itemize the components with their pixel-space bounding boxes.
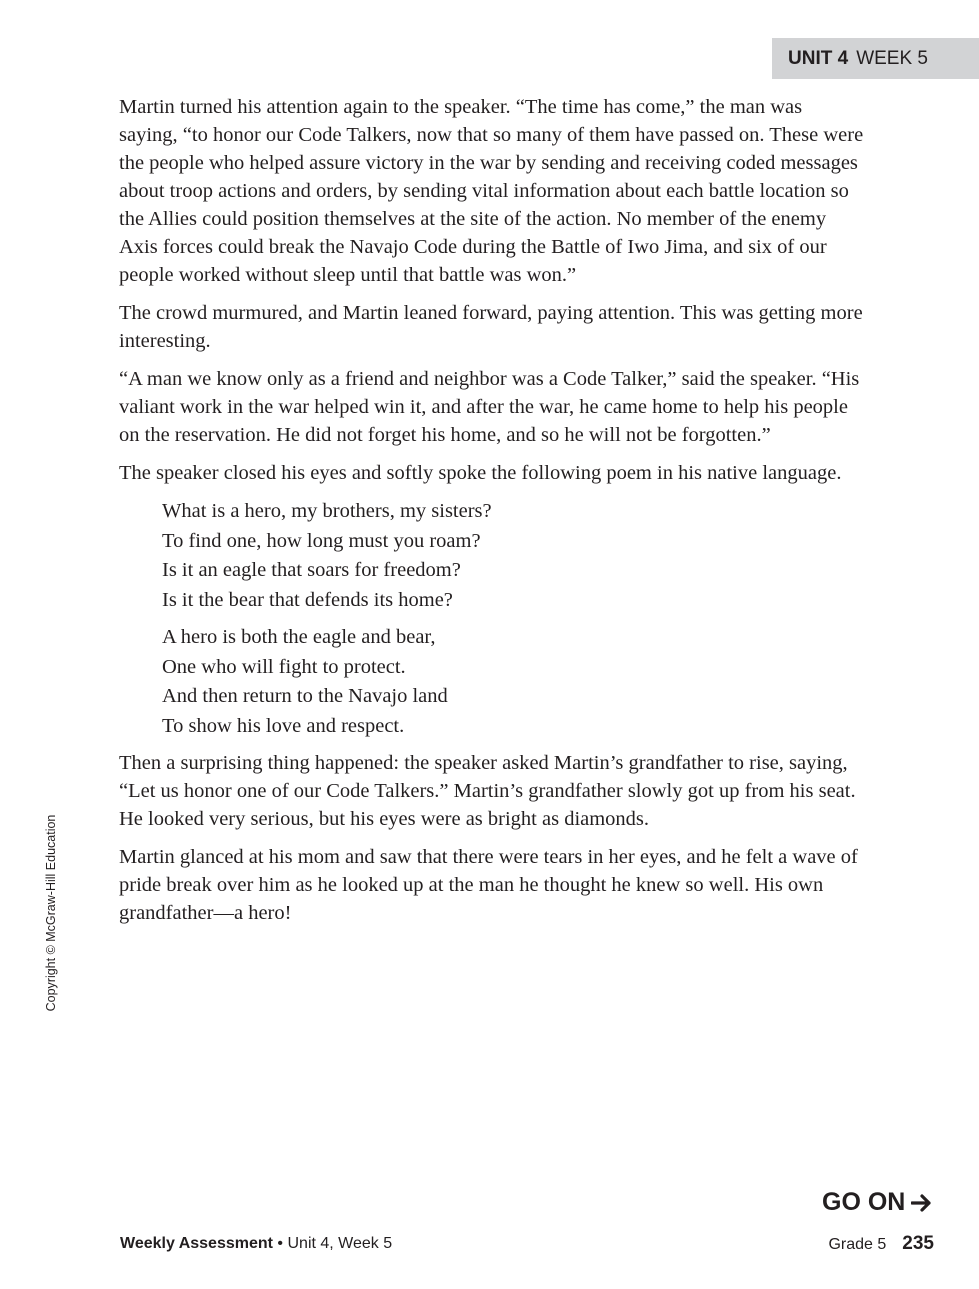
story-paragraph: Then a surprising thing happened: the speaker asked Martin’s grandfather to rise, saying, “Let us honor one of our Code Talkers.” Martin’s grandfather slowly got up from his seat. He looked very serious, but his eyes were as bright as diamonds. — [119, 752, 856, 830]
poem-line: To show his love and respect. — [162, 714, 405, 737]
footer-separator: • — [272, 1235, 288, 1252]
unit-week-tab — [772, 38, 979, 79]
unit-week-text: Unit 4, Week 5 — [287, 1235, 393, 1252]
footer-page-info — [828, 1233, 934, 1255]
unit-label: UNIT 4 — [788, 47, 849, 69]
poem-line: One who will fight to protect. — [162, 655, 406, 678]
poem-stanza-1 — [162, 497, 864, 615]
poem-line: What is a hero, my brothers, my sisters? — [162, 500, 492, 522]
page-number: 235 — [902, 1233, 934, 1254]
grade-label: Grade 5 — [828, 1236, 887, 1253]
poem-line: To find one, how long must you roam? — [162, 529, 481, 552]
poem-line: Is it an eagle that soars for freedom? — [162, 559, 461, 581]
poem-stanza-2 — [162, 623, 864, 741]
story-body — [119, 93, 864, 937]
story-paragraph: The speaker closed his eyes and softly spoke the following poem in his native language. — [119, 462, 842, 484]
story-paragraph: The crowd murmured, and Martin leaned forward, paying attention. This was getting more interesting. — [119, 302, 863, 352]
arrow-right-icon — [911, 1193, 933, 1213]
assessment-title: Weekly Assessment — [120, 1235, 273, 1252]
footer-assessment-info — [120, 1235, 392, 1253]
copyright-notice: Copyright © McGraw-Hill Education — [44, 814, 58, 1012]
story-paragraph: “A man we know only as a friend and neighbor was a Code Talker,” said the speaker. “His valiant work in the war helped win it, and after the war, he came home to help his people on the reservation. He did not forget his home, and so he will not be forgotten.” — [119, 368, 860, 446]
poem-line: Is it the bear that defends its home? — [162, 588, 453, 611]
go-on-label: GO ON — [822, 1188, 906, 1216]
story-paragraph: Martin turned his attention again to the speaker. “The time has come,” the man was saying, “to honor our Code Talkers, now that so many of them have passed on. These were the people who helped assure victory in the war by sending and receiving coded messages about troop actions and orders, by sending vital information about each battle location so the Allies could position themselves at the site of the action. No member of the enemy Axis forces could break the Navajo Code during the Battle of Iwo Jima, and six of our people worked without sleep until that battle was won.” — [119, 96, 864, 286]
poem-line: A hero is both the eagle and bear, — [162, 626, 436, 648]
go-on-indicator — [822, 1188, 933, 1217]
week-label: WEEK 5 — [856, 47, 928, 69]
poem-line: And then return to the Navajo land — [162, 685, 448, 707]
story-paragraph: Martin glanced at his mom and saw that there were tears in her eyes, and he felt a wave of pride break over him as he looked up at the man he thought he knew so well. His own grandfather—a hero! — [119, 846, 858, 924]
